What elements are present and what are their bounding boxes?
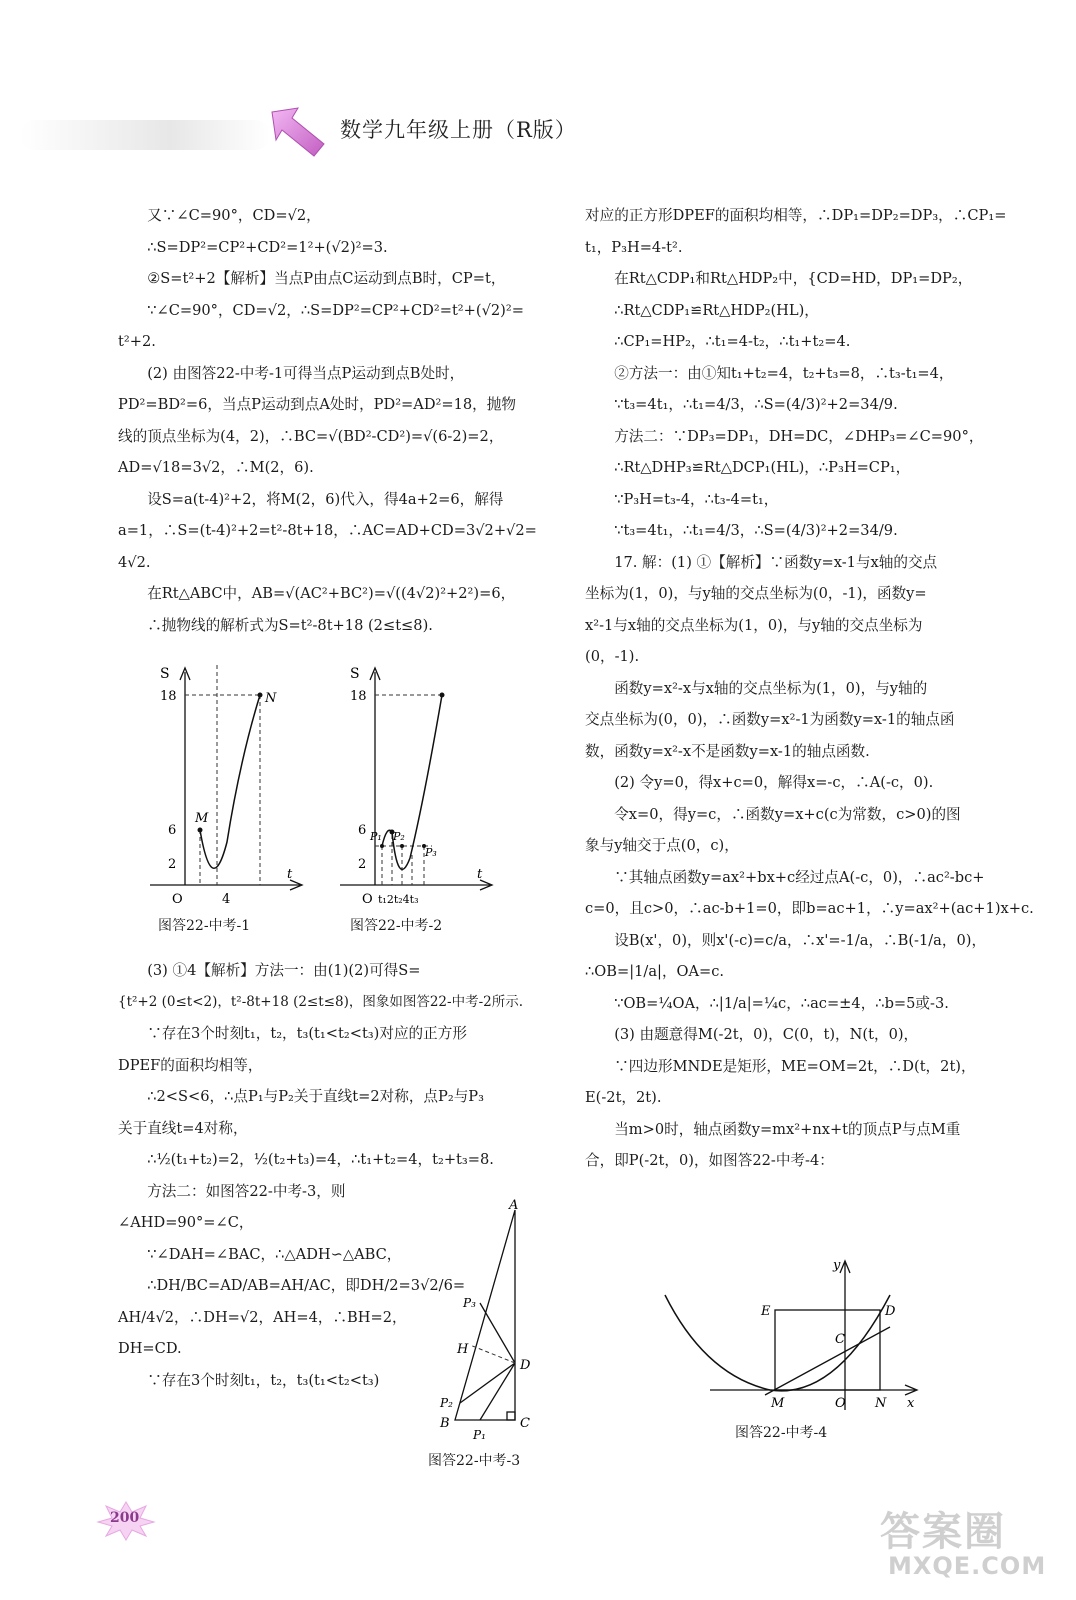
text-line: 交点坐标为(0，0)，∴函数y=x²-1为函数y=x-1的轴点函 (585, 711, 955, 728)
point-label-m: M (195, 811, 209, 826)
left-column (118, 200, 548, 641)
watermark (880, 1500, 1050, 1590)
text-line: 又∵∠C=90°，CD=√2， (147, 207, 321, 224)
axis-label-s: S (350, 666, 360, 682)
point-label-n: N (875, 1396, 887, 1411)
text-line: 令x=0，得y=c，∴函数y=x+c(c为常数，c>0)的图 (614, 805, 961, 823)
text-line: ∵存在3个时刻t₁，t₂，t₃(t₁<t₂<t₃) (147, 1371, 380, 1389)
point-label-p1: P₁ (370, 830, 382, 843)
point-label-p3: P₃ (425, 846, 437, 859)
text-line: 关于直线t=4对称， (118, 1119, 248, 1137)
text-line: (3) 由题意得M(-2t，0)，C(0，t)，N(t，0)， (614, 1026, 919, 1043)
text-line: t²+2. (118, 333, 156, 350)
text-line: (2) 由图答22-中考-1可得当点P运动到点B处时， (147, 364, 465, 382)
point-label-a: A (509, 1198, 519, 1213)
text-line: AH/4√2，∴DH=√2，AH=4，∴BH=2， (118, 1308, 407, 1326)
text-line: ∵其轴点函数y=ax²+bx+c经过点A(-c，0)，∴ac²-bc+ (614, 868, 985, 886)
text-line: ∵t₃=4t₁，∴t₁=4/3，∴S=(4/3)²+2=34/9. (614, 396, 898, 413)
point-label-p2: P₂ (440, 1396, 453, 1410)
origin-label: O (172, 892, 183, 907)
tick-label-4: 4 (222, 892, 231, 907)
text-line: ∴DH/BC=AD/AB=AH/AC，即DH/2=3√2/6= (147, 1277, 466, 1294)
text-line: ∴抛物线的解析式为S=t²-8t+18 (2≤t≤8). (147, 616, 433, 634)
text-line: 设B(x'，0)，则x'(-c)=c/a，∴x'=-1/a，∴B(-1/a，0)， (614, 931, 987, 949)
text-line: ②S=t²+2【解析】当点P由点C运动到点B时，CP=t， (147, 270, 506, 287)
text-line: ∵OB=¼OA，∴|1/a|=¼c，∴ac=±4，∴b=5或-3. (614, 994, 949, 1012)
text-line: DPEF的面积均相等， (118, 1056, 263, 1074)
text-line: 象与y轴交于点(0，c)， (585, 837, 739, 854)
axis-label-t: t (477, 867, 483, 882)
text-line: ∴Rt△DHP₃≌Rt△DCP₁(HL)，∴P₃H=CP₁， (614, 459, 911, 476)
text-line: 17. 解：(1) ①【解析】∵函数y=x-1与x轴的交点 (614, 553, 938, 571)
figure-caption: 图答22-中考-1 (158, 918, 251, 934)
text-line: 合，即P(-2t，0)，如图答22-中考-4： (585, 1152, 834, 1169)
text-line: E(-2t，2t). (585, 1089, 662, 1106)
text-line: ∵t₃=4t₁，∴t₁=4/3，∴S=(4/3)²+2=34/9. (614, 522, 898, 539)
tick-label-18: 18 (160, 689, 177, 704)
axis-label-y: y (833, 1258, 841, 1273)
figure-caption: 图答22-中考-3 (428, 1453, 521, 1469)
text-line: AD=√18=3√2，∴M(2，6). (118, 459, 314, 476)
point-label-p2: P₂ (393, 830, 405, 843)
point-label-d: D (520, 1358, 531, 1373)
watermark-logo: 答案圈 (880, 1509, 1006, 1555)
text-line: ∵存在3个时刻t₁，t₂，t₃(t₁<t₂<t₃)对应的正方形 (147, 1025, 467, 1042)
book-title: 数学九年级上册（R版） (340, 118, 577, 142)
text-line: ∴Rt△CDP₁≌Rt△HDP₂(HL)， (614, 301, 819, 319)
tick-label-18: 18 (350, 689, 367, 704)
text-line: ∴½(t₁+t₂)=2，½(t₂+t₃)=4，∴t₁+t₂=4，t₂+t₃=8. (147, 1151, 494, 1168)
text-line: 对应的正方形DPEF的面积均相等，∴DP₁=DP₂=DP₃，∴CP₁= (585, 207, 1007, 224)
page-number: 200 (110, 1510, 140, 1526)
tick-label-6: 6 (168, 823, 177, 838)
watermark-url: MXQE.COM (888, 1552, 1047, 1580)
tick-label-2: 2 (168, 857, 177, 872)
figure-22-3 (425, 1195, 555, 1445)
tick-label-2: 2 (358, 857, 367, 872)
tick-label-6: 6 (358, 823, 367, 838)
text-line: 当m>0时，轴点函数y=mx²+nx+t的顶点P与点M重 (614, 1120, 961, 1138)
point-label-b: B (440, 1416, 450, 1431)
tick-labels-t: t₁2t₂4t₃ (378, 893, 419, 906)
text-line: a=1，∴S=(t-4)²+2=t²-8t+18，∴AC=AD+CD=3√2+√2= (118, 522, 537, 539)
right-column (585, 200, 1034, 1177)
text-line: ∠AHD=90°=∠C， (118, 1214, 254, 1231)
page-header (0, 100, 1076, 170)
text-line: 线的顶点坐标为(4，2)，∴BC=√(BD²-CD²)=√(6-2)=2， (118, 427, 504, 445)
text-line: ∵P₃H=t₃-4，∴t₃-4=t₁， (614, 490, 779, 508)
origin-label: O (835, 1396, 846, 1411)
text-line: ②方法一：由①知t₁+t₂=4，t₂+t₃=8，∴t₃-t₁=4， (614, 364, 954, 382)
arrow-icon (268, 104, 328, 164)
text-line: (0，-1). (585, 648, 640, 665)
axis-label-t: t (287, 867, 293, 882)
axis-label-s: S (160, 666, 170, 682)
point-label-d: D (885, 1304, 896, 1319)
point-label-m: M (771, 1396, 785, 1411)
text-line: {t²+2 (0≤t<2)，t²-8t+18 (2≤t≤8)，图象如图答22-中考-2所示. (118, 993, 524, 1010)
axis-label-x: x (907, 1396, 915, 1411)
header-decoration (20, 120, 270, 150)
text-line: t₁，P₃H=4-t². (585, 238, 683, 256)
point-label-e: E (761, 1304, 771, 1319)
text-line: ∴S=DP²=CP²+CD²=1²+(√2)²=3. (147, 238, 388, 256)
text-line: ∵∠C=90°，CD=√2，∴S=DP²=CP²+CD²=t²+(√2)²= (147, 301, 524, 319)
text-line: ∵四边形MNDE是矩形，ME=OM=2t，∴D(t，2t)， (614, 1057, 976, 1075)
page-number-badge (96, 1500, 156, 1540)
point-label-c: C (835, 1332, 845, 1347)
text-line: ∴CP₁=HP₂，∴t₁=4-t₂，∴t₁+t₂=4. (614, 333, 851, 350)
figure-22-1 (140, 660, 310, 907)
figure-caption: 图答22-中考-2 (350, 918, 443, 934)
text-line: 设S=a(t-4)²+2，将M(2，6)代入，得4a+2=6，解得 (147, 490, 504, 508)
text-line: c=0，且c>0，∴ac-b+1=0，即b=ac+1，∴y=ax²+(ac+1)x+c. (585, 900, 1034, 917)
point-label-p3: P₃ (463, 1296, 476, 1310)
point-label-h: H (457, 1342, 469, 1357)
origin-label: O (362, 892, 373, 907)
point-label-c: C (520, 1416, 530, 1431)
point-label-p1: P₁ (473, 1428, 486, 1442)
text-line: 4√2. (118, 553, 151, 571)
figure-22-2 (330, 660, 500, 907)
text-line: 在Rt△CDP₁和Rt△HDP₂中，{CD=HD，DP₁=DP₂， (614, 270, 973, 287)
text-line: (3) ①4【解析】方法一：由(1)(2)可得S= (147, 962, 421, 979)
text-line: x²-1与x轴的交点坐标为(1，0)，与y轴的交点坐标为 (585, 616, 923, 634)
text-line: 方法二：∵DP₃=DP₁，DH=DC，∠DHP₃=∠C=90°， (614, 427, 984, 445)
text-line: ∴2<S<6，∴点P₁与P₂关于直线t=2对称，点P₂与P₃ (147, 1088, 484, 1105)
text-line: 在Rt△ABC中，AB=√(AC²+BC²)=√((4√2)²+2²)=6， (147, 585, 516, 602)
text-line: 函数y=x²-x与x轴的交点坐标为(1，0)，与y轴的 (614, 679, 928, 697)
text-line: (2) 令y=0，得x+c=0，解得x=-c，∴A(-c，0). (614, 774, 934, 791)
text-line: 方法二：如图答22-中考-3，则 (147, 1182, 346, 1200)
text-line: 坐标为(1，0)，与y轴的交点坐标为(0，-1)，函数y= (585, 585, 927, 602)
figure-22-4 (655, 1255, 925, 1415)
figure-caption: 图答22-中考-4 (735, 1425, 828, 1441)
text-line: ∵∠DAH=∠BAC，∴△ADH∽△ABC， (147, 1245, 402, 1263)
text-line: 数，函数y=x²-x不是函数y=x-1的轴点函数. (585, 742, 870, 760)
text-line: ∴OB=|1/a|，OA=c. (585, 963, 725, 980)
point-label-n: N (265, 691, 277, 706)
text-line: DH=CD. (118, 1340, 182, 1357)
text-line: PD²=BD²=6，当点P运动到点A处时，PD²=AD²=18，抛物 (118, 396, 516, 413)
